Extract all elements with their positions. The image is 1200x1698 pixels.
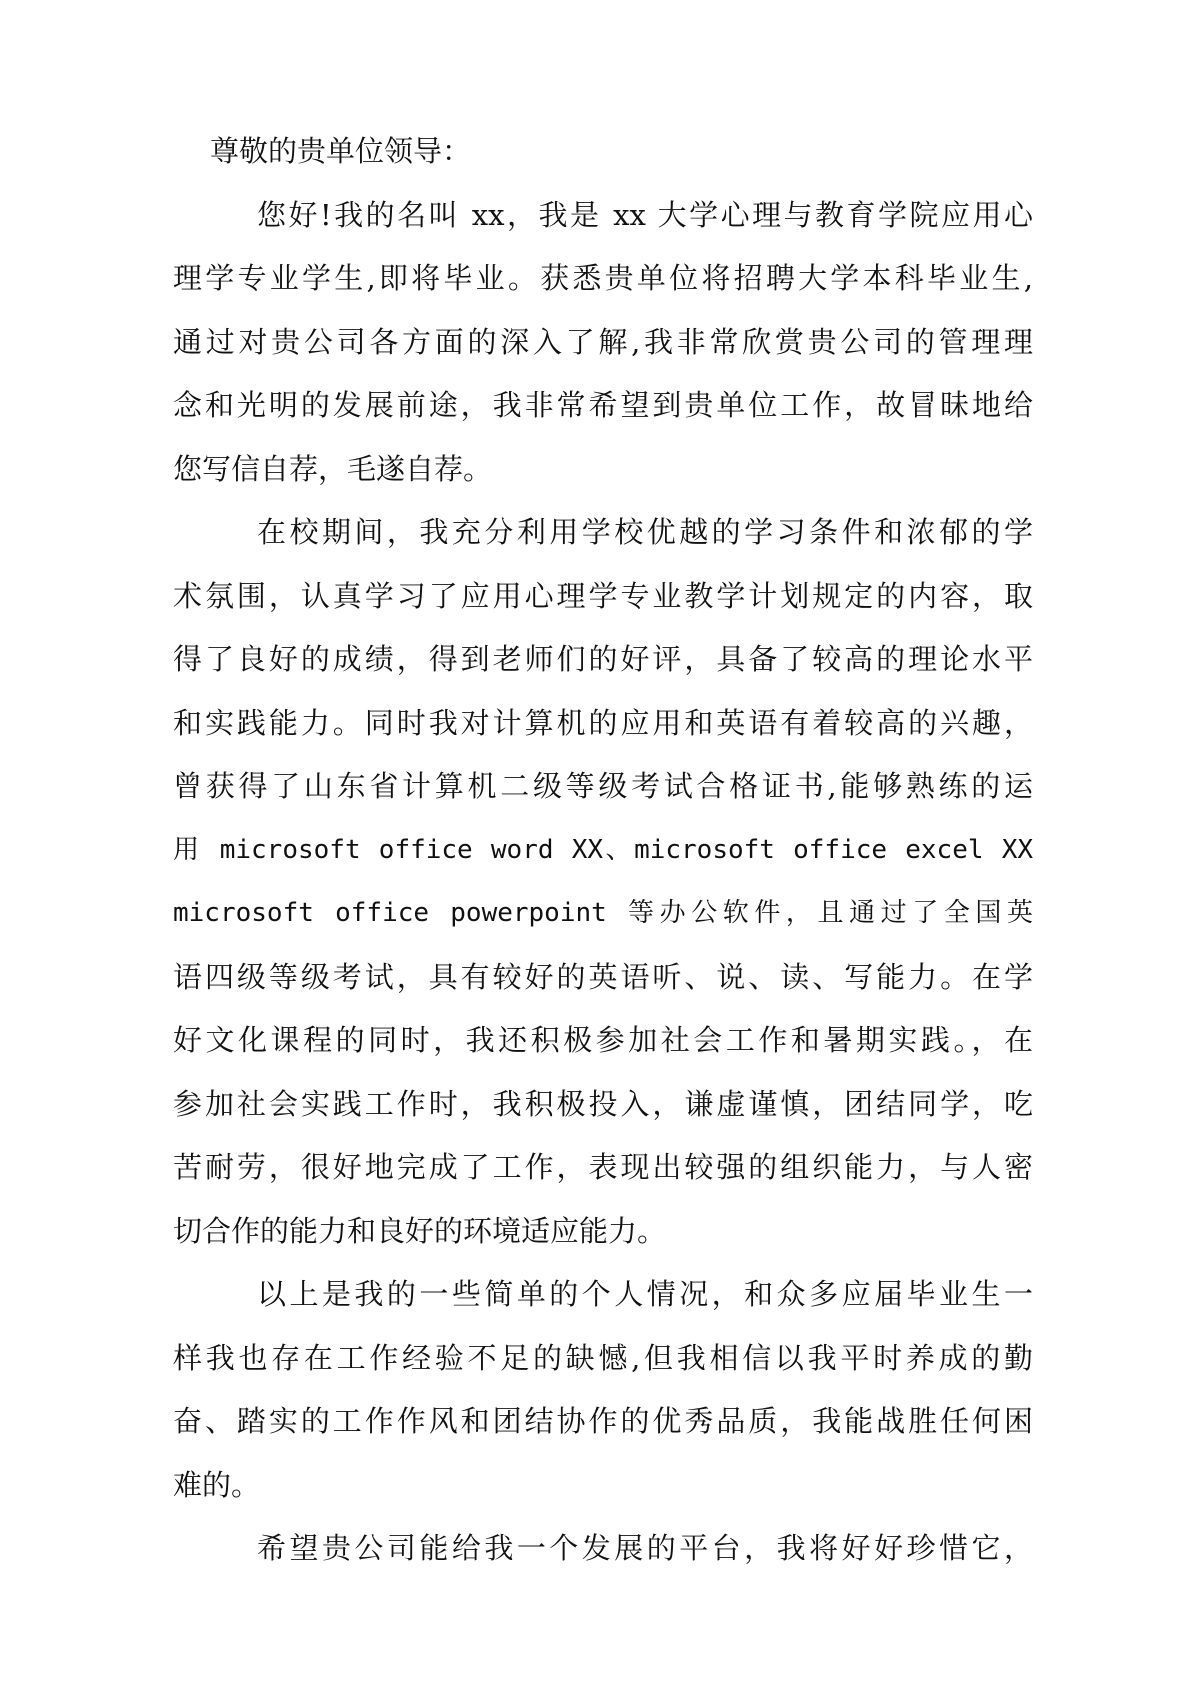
paragraph-4-line-1: 希望贵公司能给我一个发展的平台，我将好好珍惜它， (257, 1531, 1033, 1565)
paragraph-2-line-11: 苦耐劳，很好地完成了工作，表现出较强的组织能力，与人密 (173, 1150, 1033, 1184)
paragraph-1-line-3: 通过对贵公司各方面的深入了解,我非常欣赏贵公司的管理理 (173, 324, 1033, 359)
cover-letter-body (173, 120, 1033, 1581)
paragraph-1-line-5: 您写信自荐，毛遂自荐。 (173, 451, 493, 486)
paragraph-3-line-3: 奋、踏实的工作作风和团结协作的优秀品质，我能战胜任何困 (173, 1404, 1033, 1438)
paragraph-2-line-9: 好文化课程的同时，我还积极参加社会工作和暑期实践。，在 (173, 1023, 1033, 1057)
paragraph-3-line-2: 样我也存在工作经验不足的缺憾,但我相信以我平时养成的勤 (173, 1340, 1033, 1375)
paragraph-2-line-5: 曾获得了山东省计算机二级等级考试合格证书,能够熟练的运 (173, 769, 1033, 803)
paragraph-2-line-1: 在校期间，我充分利用学校优越的学习条件和浓郁的学 (257, 515, 1033, 549)
paragraph-2-line-7: microsoft office powerpoint 等办公软件，且通过了全国英 (173, 898, 1033, 928)
paragraph-2-line-4: 和实践能力。同时我对计算机的应用和英语有着较高的兴趣， (173, 705, 1033, 740)
paragraph-2-line-3: 得了良好的成绩，得到老师们的好评，具备了较高的理论水平 (173, 642, 1033, 676)
paragraph-1-line-1: 您好!我的名叫 xx，我是 xx 大学心理与教育学院应用心 (257, 197, 1033, 232)
paragraph-2-line-6: 用 microsoft office word XX、microsoft office excel XX (173, 834, 1033, 865)
paragraph-3-line-1: 以上是我的一些简单的个人情况，和众多应届毕业生一 (257, 1277, 1033, 1311)
paragraph-1-line-4: 念和光明的发展前途，我非常希望到贵单位工作，故冒昧地给 (173, 388, 1033, 422)
paragraph-2-line-12: 切合作的能力和良好的环境适应能力。 (173, 1213, 667, 1248)
paragraph-2-line-2: 术氛围，认真学习了应用心理学专业教学计划规定的内容，取 (173, 578, 1033, 613)
salutation: 尊敬的贵单位领导： (210, 134, 472, 168)
paragraph-2-line-10: 参加社会实践工作时，我积极投入，谦虚谨慎，团结同学，吃 (173, 1086, 1033, 1121)
paragraph-2-line-8: 语四级等级考试，具有较好的英语听、说、读、写能力。在学 (173, 959, 1033, 994)
paragraph-1-line-2: 理学专业学生,即将毕业。获悉贵单位将招聘大学本科毕业生, (173, 261, 1033, 295)
paragraph-3-line-4: 难的。 (173, 1467, 261, 1502)
